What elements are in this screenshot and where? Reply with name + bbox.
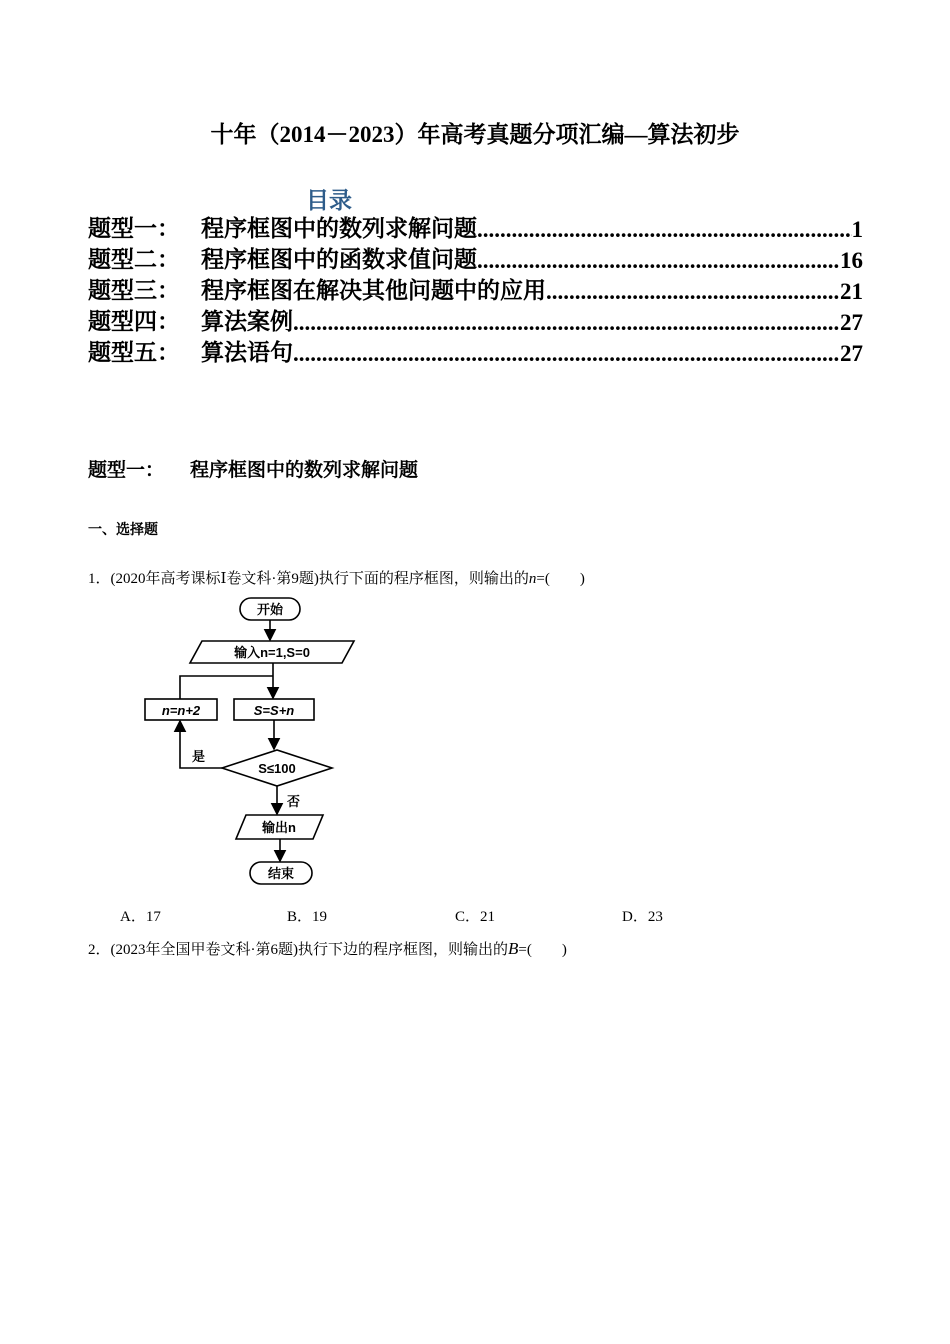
toc-entry-page: 27 (840, 341, 863, 366)
flow-step-n-label: n=n+2 (161, 703, 201, 718)
toc-entry-text: 算法语句 (201, 340, 293, 365)
question-1-prefix: 1．(2020年高考课标Ⅰ卷文科·第9题)执行下面的程序框图，则输出的 (88, 571, 529, 587)
toc-entry-text: 程序框图中的数列求解问题 (201, 216, 477, 241)
option-a[interactable]: A．17 (120, 909, 161, 925)
toc-entry[interactable] (88, 337, 863, 367)
section-text: 程序框图中的数列求解问题 (190, 460, 419, 481)
option-c[interactable]: C．21 (455, 909, 496, 925)
question-1-var: n (528, 571, 537, 587)
question-2-prefix: 2．(2023年全国甲卷文科·第6题)执行下边的程序框图，则输出的 (88, 942, 508, 958)
section-label: 题型一： (88, 460, 165, 481)
toc-entry-page: 21 (840, 279, 863, 304)
toc-entry-text: 程序框图在解决其他问题中的应用 (201, 278, 546, 303)
flow-start-label: 开始 (256, 602, 284, 617)
toc-entry[interactable] (88, 306, 863, 336)
flow-yes-label: 是 (192, 749, 206, 764)
flowchart (140, 594, 360, 890)
flow-loop-arrow (180, 676, 273, 699)
option-d[interactable]: D．23 (622, 909, 663, 925)
toc-entry-text: 程序框图中的函数求值问题 (201, 247, 477, 272)
option-b[interactable]: B．19 (287, 909, 328, 925)
toc-leader-dots (546, 279, 840, 305)
toc-entry-label: 题型三： (88, 278, 180, 303)
flow-input-label: 输入n=1,S=0 (234, 645, 310, 660)
question-2 (88, 938, 567, 959)
toc-entry[interactable] (88, 275, 863, 305)
toc-entry[interactable] (88, 213, 863, 243)
toc-entry-text: 算法案例 (201, 309, 293, 334)
toc-entry-page: 1 (851, 217, 863, 242)
toc-entry-page: 16 (840, 248, 863, 273)
toc-heading[interactable]: 目录 (306, 188, 352, 213)
toc-entry-label: 题型二： (88, 247, 180, 272)
toc-leader-dots (293, 310, 840, 336)
toc-entry[interactable] (88, 244, 863, 274)
flow-no-label: 否 (287, 794, 301, 809)
flow-step-s-label: S=S+n (253, 703, 295, 718)
flow-end-label: 结束 (267, 866, 295, 881)
toc-entry-label: 题型一： (88, 216, 180, 241)
question-2-var: B (508, 939, 519, 958)
toc-entry-label: 题型五： (88, 340, 180, 365)
flow-condition-label: S≤100 (258, 761, 296, 776)
flow-output-label: 输出n (262, 820, 296, 835)
question-1-suffix: =( ) (536, 571, 585, 587)
toc-leader-dots (477, 248, 840, 274)
toc-entry-label: 题型四： (88, 309, 180, 334)
question-1 (88, 567, 585, 588)
toc-leader-dots (293, 341, 840, 367)
toc-leader-dots (477, 217, 852, 243)
document-title: 十年（2014－2023）年高考真题分项汇编—算法初步 (210, 122, 740, 147)
section-heading (88, 455, 418, 482)
question-2-suffix: =( ) (518, 942, 567, 958)
toc-entry-page: 27 (840, 310, 863, 335)
subsection-heading: 一、选择题 (88, 523, 158, 538)
